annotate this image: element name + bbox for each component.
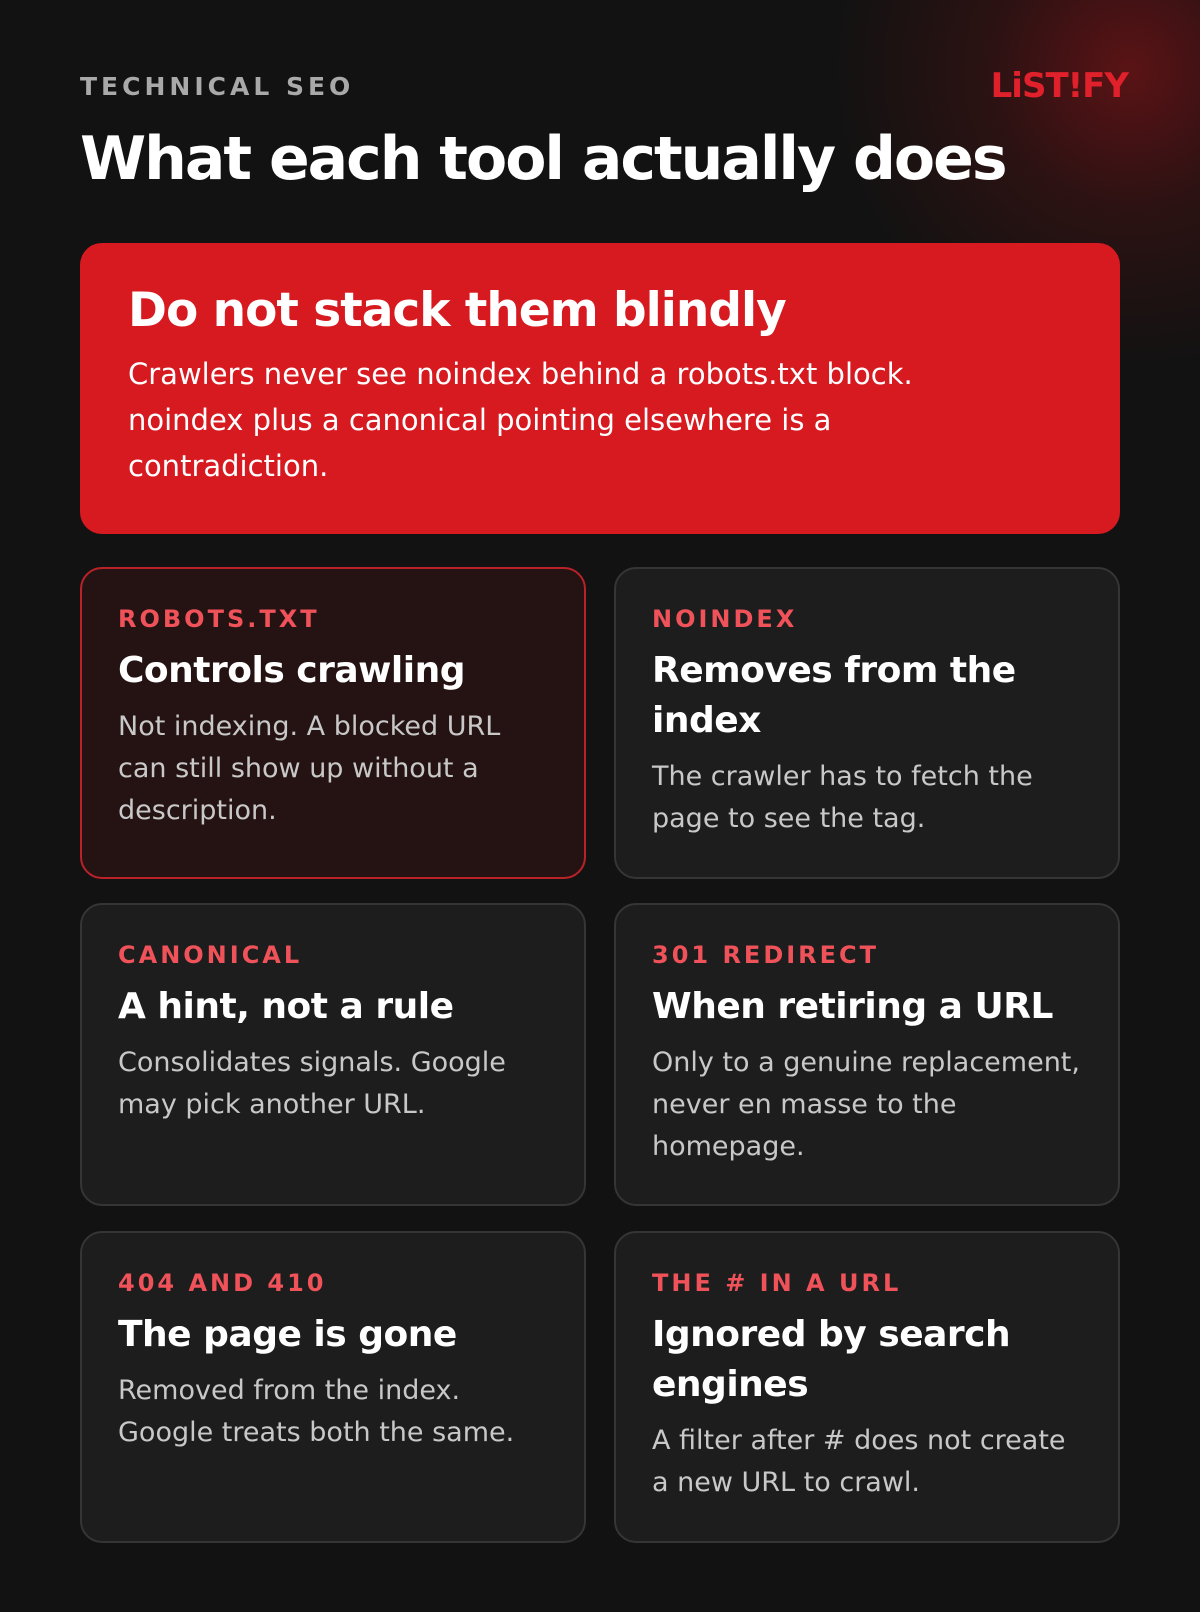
card-title: Removes from the index bbox=[652, 649, 1016, 741]
card-hash-in-url bbox=[614, 1231, 1120, 1543]
card-404-410 bbox=[80, 1231, 586, 1543]
page-title: What each tool actually does bbox=[80, 124, 1006, 194]
brand-logo: LiST!FY bbox=[990, 66, 1128, 106]
card-title: Controls crawling bbox=[118, 649, 465, 691]
card-tag: NOINDEX bbox=[652, 605, 798, 633]
card-301-redirect bbox=[614, 903, 1120, 1206]
card-title: Ignored by search engines bbox=[652, 1313, 1011, 1405]
card-body: Not indexing. A blocked URL can still show up without a description. bbox=[118, 710, 501, 826]
callout-title: Do not stack them blindly bbox=[128, 283, 786, 338]
warning-callout bbox=[80, 243, 1120, 534]
card-tag: 301 REDIRECT bbox=[652, 941, 880, 969]
card-body: Only to a genuine replacement, never en masse to the homepage. bbox=[652, 1046, 1080, 1162]
card-canonical bbox=[80, 903, 586, 1206]
card-tag: ROBOTS.TXT bbox=[118, 605, 320, 633]
card-body: Removed from the index. Google treats both the same. bbox=[118, 1374, 515, 1448]
callout-body: Crawlers never see noindex behind a robots.txt block. noindex plus a canonical pointing elsewhere is a contradiction. bbox=[128, 357, 913, 484]
card-body: Consolidates signals. Google may pick another URL. bbox=[118, 1046, 506, 1120]
card-title: When retiring a URL bbox=[652, 985, 1053, 1027]
card-title: A hint, not a rule bbox=[118, 985, 454, 1027]
card-tag: 404 AND 410 bbox=[118, 1269, 327, 1297]
card-noindex bbox=[614, 567, 1120, 879]
card-title: The page is gone bbox=[118, 1313, 457, 1355]
card-body: The crawler has to fetch the page to see the tag. bbox=[652, 760, 1033, 834]
card-tag: THE # IN A URL bbox=[652, 1269, 902, 1297]
card-robots-txt bbox=[80, 567, 586, 879]
card-tag: CANONICAL bbox=[118, 941, 303, 969]
card-body: A filter after # does not create a new URL to crawl. bbox=[652, 1424, 1066, 1498]
category-eyebrow: TECHNICAL SEO bbox=[80, 72, 355, 101]
